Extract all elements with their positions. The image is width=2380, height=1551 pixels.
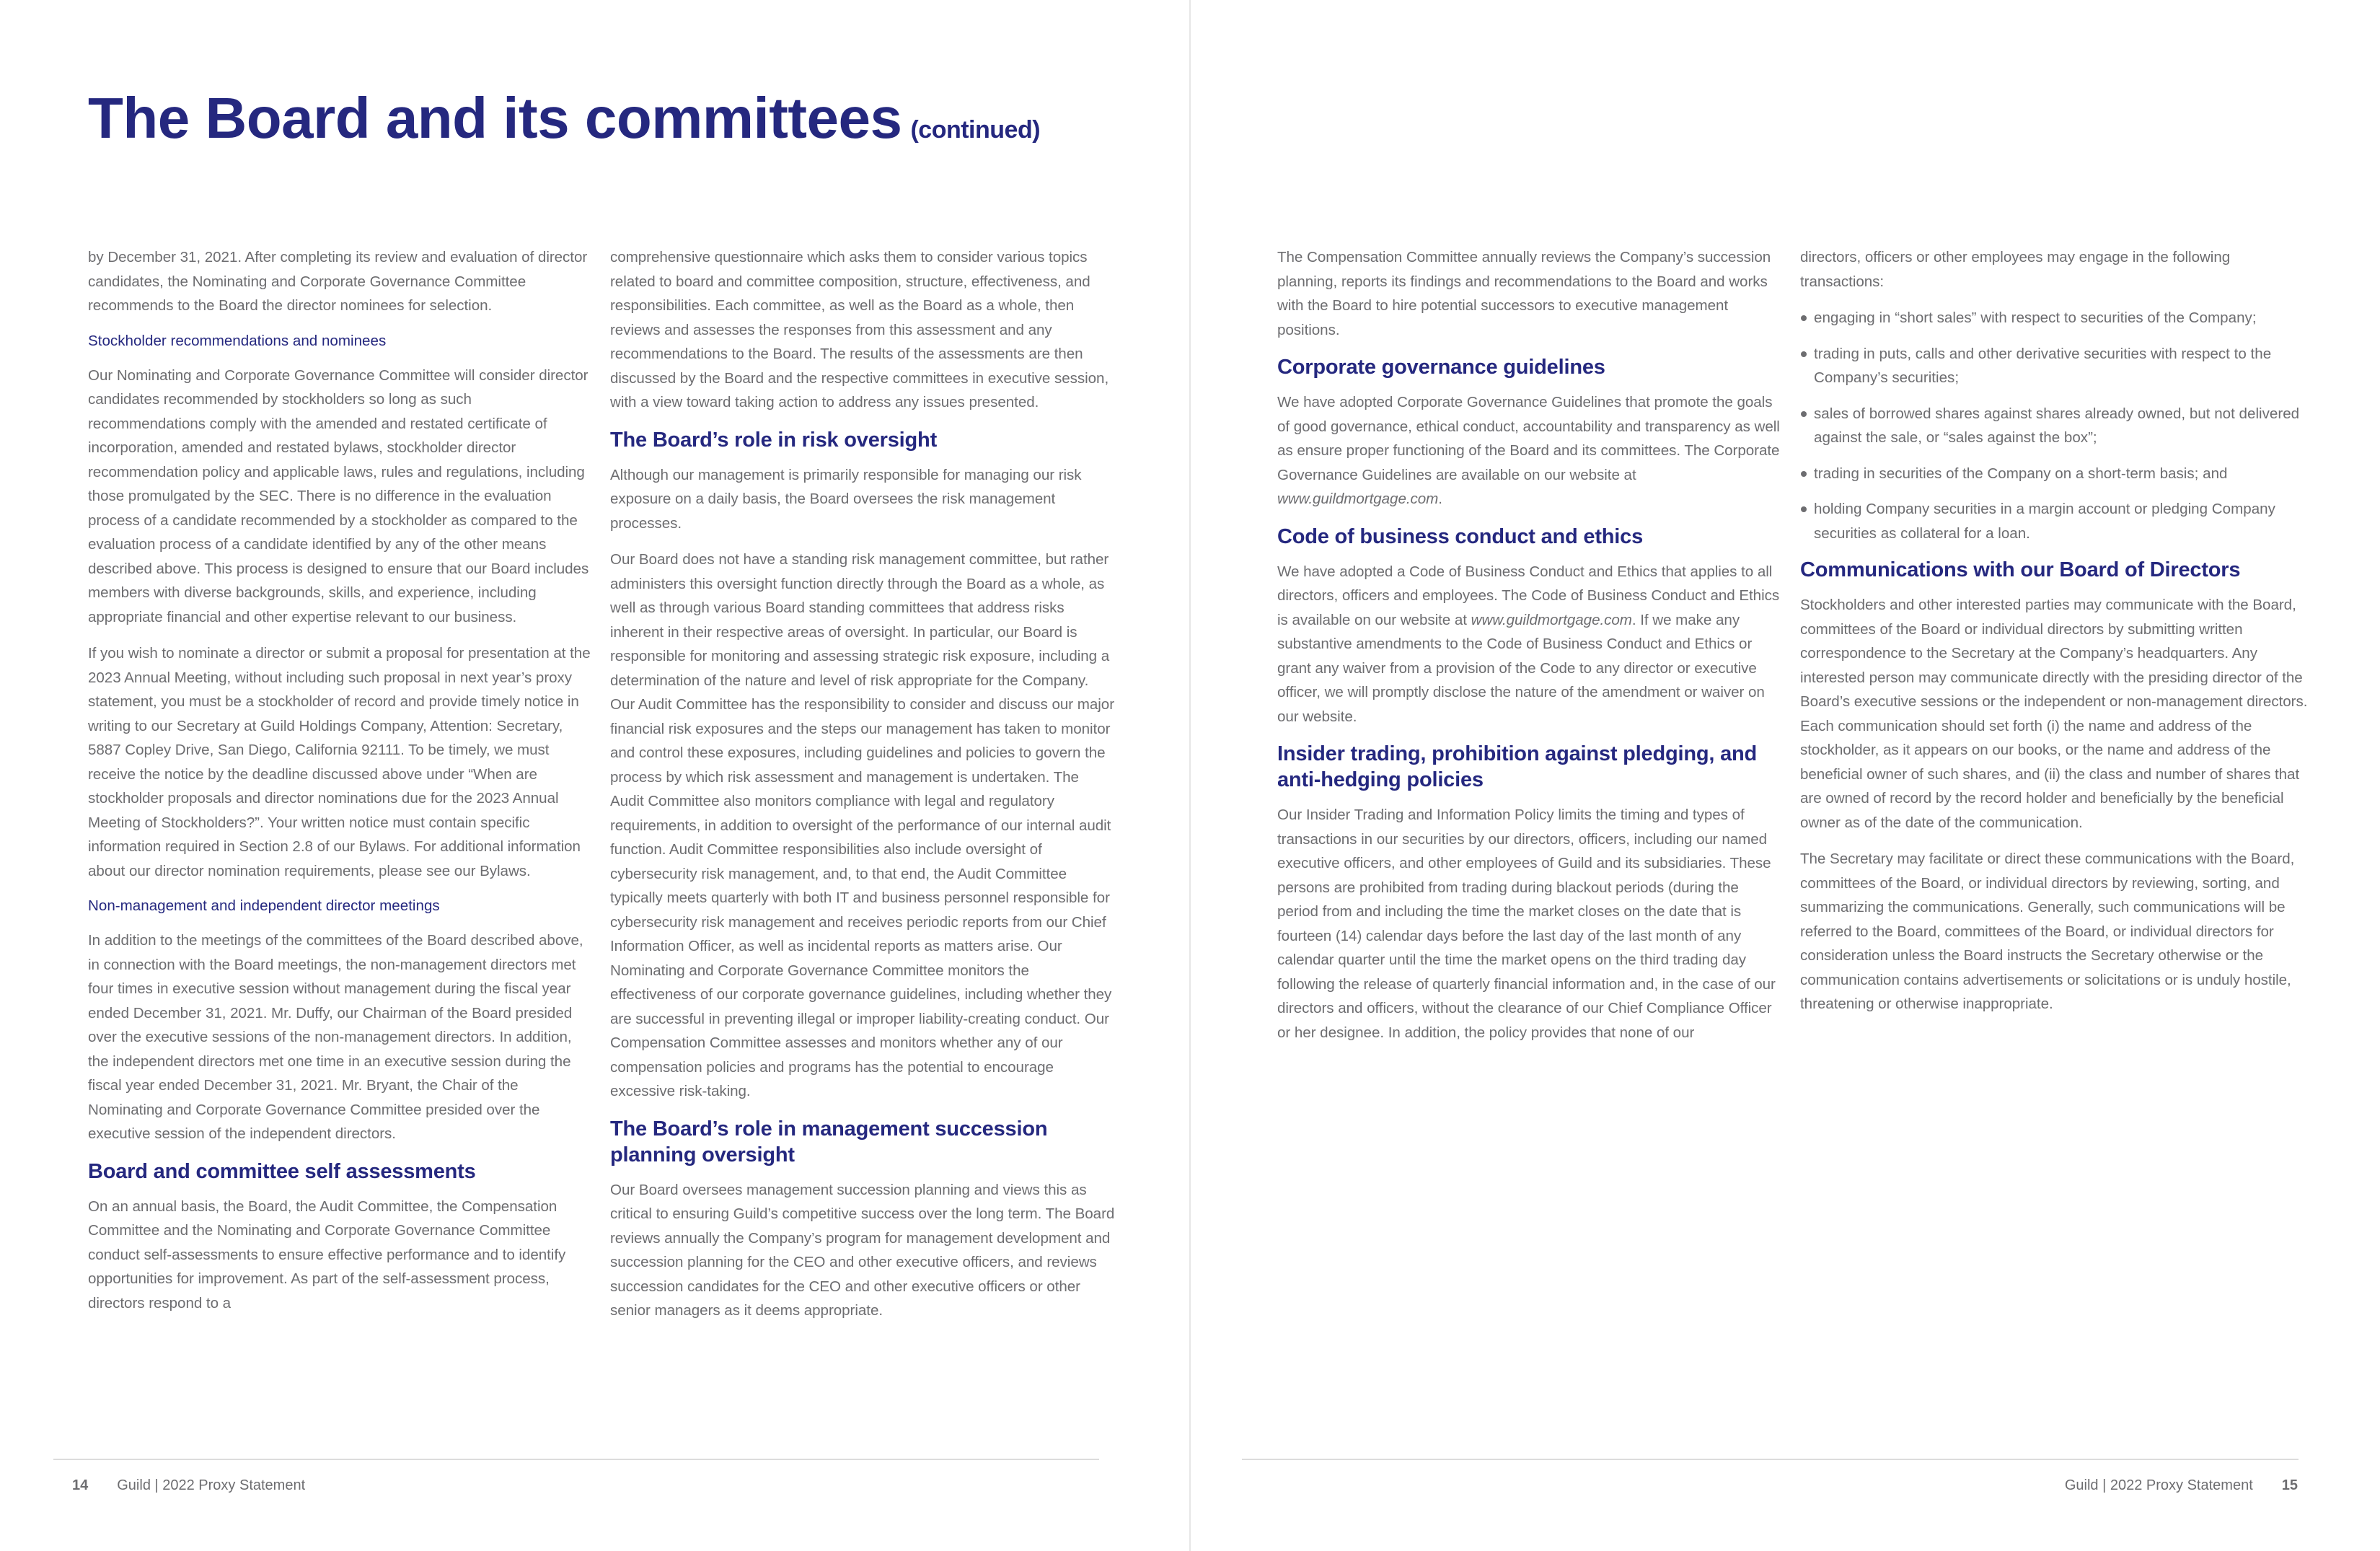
website-link[interactable]: www.guildmortgage.com: [1277, 491, 1439, 507]
bullet-icon: [1801, 471, 1807, 477]
paragraph: by December 31, 2021. After completing its review and evaluation of director candidates, the Nominating and Corporate Governance Committee recommends to the Board the director nominees for selection.: [88, 249, 588, 314]
bullet-icon: [1801, 506, 1807, 512]
list-item-text: trading in securities of the Company on a short-term basis; and: [1814, 465, 2228, 482]
footer-label: Guild | 2022 Proxy Statement: [117, 1477, 306, 1493]
paragraph: Stockholders and other interested parties may communicate with the Board, committees of the Board or individual directors by submitting written correspondence to the Secretary at the Company’s headquarters. Any interested person may communicate directly with the presiding director of the Board’s executive sessions or the independent or non-management directors. Each communication should set forth (i) the name and address of the stockholder, as it appears on our books, or the name and address of the beneficial owner of such shares, and (ii) the class and number of shares that are owned of record by the record holder and beneficially by the beneficial owner as of the date of the communication.: [1800, 597, 2308, 831]
list-item-text: holding Company securities in a margin account or pledging Company securities as collateral for a loan.: [1814, 501, 2275, 542]
bullet-icon: [1801, 351, 1807, 357]
page-number: 14: [72, 1477, 89, 1493]
page-title: [88, 85, 1040, 151]
list-item: [1800, 462, 2312, 486]
paragraph: On an annual basis, the Board, the Audit Committee, the Compensation Committee and the Nominating and Corporate Governance Committee conduct self-assessments to ensure effective performance and to identify opportunities for improvement. As part of the self-assessment process, directors respond to a: [88, 1198, 566, 1311]
text-run: .: [1438, 491, 1442, 507]
footer-left: [72, 1477, 305, 1494]
paragraph: Our Nominating and Corporate Governance Committee will consider director candidates recommended by stockholders so long as such recommendations comply with the amended and restated certificate of incorporation, amended and restated bylaws, stockholder director recommendation policy and applicable laws, rules and regulations, including those promulgated by the SEC. There is no difference in the evaluation process of a candidate recommended by a stockholder as compared to the evaluation process of a candidate identified by any of the other means described above. This process is designed to ensure that our Board includes members with diverse backgrounds, skills, and experience, including appropriate financial and other expertise relevant to our business.: [88, 366, 589, 625]
paragraph: Although our management is primarily responsible for managing our risk exposure on a daily basis, the Board oversees the risk management processes.: [610, 466, 1082, 532]
section-heading-self-assessments: Board and committee self assessments: [88, 1159, 476, 1183]
list-item: [1800, 342, 2312, 390]
section-heading-governance-guidelines: Corporate governance guidelines: [1277, 356, 1605, 379]
list-item: [1800, 402, 2312, 450]
section-heading-risk-oversight: The Board’s role in risk oversight: [610, 428, 938, 452]
text-run: . If we make any substantive amendments to the Code of Business Conduct and Ethics or grant any waiver from a provision of the Code to any director or executive officer, we will promptly disclose the nature of the amendment or waiver on our website.: [1277, 611, 1765, 725]
bullet-icon: [1801, 315, 1807, 321]
left-page-column-1: [88, 245, 593, 1327]
paragraph: The Compensation Committee annually reviews the Company’s succession planning, reports its findings and recommendations to the Board and works with the Board to hire potential successors to executive management positions.: [1277, 249, 1771, 338]
text-run: We have adopted a Code of Business Conduct and Ethics that applies to all directors, officers and employees. The Code of Business Conduct and Ethics is available on our website at: [1277, 563, 1780, 628]
text-run: We have adopted Corporate Governance Guidelines that promote the goals of good governance, ethical conduct, accountability and transparency as well as ensure proper functioning of the Board and its committees. The Corporate Governance Guidelines are available on our website at: [1277, 394, 1780, 483]
paragraph: [1277, 390, 1782, 511]
footer-divider-right: [1242, 1459, 2299, 1460]
footer-right: [2065, 1477, 2298, 1494]
prohibited-transactions-list: [1800, 306, 2312, 545]
section-heading-code-of-conduct: Code of business conduct and ethics: [1277, 524, 1644, 548]
paragraph: If you wish to nominate a director or submit a proposal for presentation at the 2023 Annual Meeting, without including such proposal in next year’s proxy statement, you must be a stockholder of record and provide timely notice in writing to our Secretary at Guild Holdings Company, Attention: Secretary, 5887 Copley Drive, San Diego, California 92111. To be timely, we must receive the notice by the deadline discussed above under “When are stockholder proposals and director nominations due for the 2023 Annual Meeting of Stockholders?”. Your written notice must contain specific information required in Section 2.8 of our Bylaws. For additional information about our director nomination requirements, please see our Bylaws.: [88, 645, 591, 879]
subheading-non-management-meetings: Non-management and independent director meetings: [88, 897, 440, 914]
paragraph: Our Insider Trading and Information Policy limits the timing and types of transactions in our securities by our directors, officers, including our named executive officers, and other employees of Guild and its subsidiaries. These persons are prohibited from trading during blackout periods (during the period from and including the time the market closes on the date that is fourteen (14) calendar days before the last day of the last month of any calendar quarter until the time the market opens on the third trading day following the release of quarterly financial information and, in the case of our directors and officers, without the clearance of our Chief Compliance Officer or her designee. In addition, the policy provides that none of our: [1277, 807, 1776, 1041]
footer-label: Guild | 2022 Proxy Statement: [2064, 1477, 2253, 1493]
list-item-text: sales of borrowed shares against shares already owned, but not delivered against the sale, or “sales against the box”;: [1814, 405, 2300, 446]
paragraph: [1277, 560, 1782, 729]
page-title-suffix: (continued): [910, 116, 1041, 144]
subheading-stockholder-recommendations: Stockholder recommendations and nominees: [88, 332, 387, 349]
section-heading-insider-trading: Insider trading, prohibition against pledging, and anti-hedging policies: [1277, 742, 1758, 791]
website-link[interactable]: www.guildmortgage.com: [1471, 611, 1632, 628]
section-heading-communications: Communications with our Board of Directors: [1800, 558, 2241, 581]
list-item: [1800, 306, 2312, 330]
list-item-text: engaging in “short sales” with respect to securities of the Company;: [1814, 309, 2257, 326]
paragraph: comprehensive questionnaire which asks them to consider various topics related to board and committee composition, structure, effectiveness, and responsibilities. Each committee, as well as the Board as a whole, then reviews and assesses the responses from this assessment and any recommendations to the Board. The results of the assessments are then discussed by the Board and the respective committees in executive session, with a view toward taking action to address any issues presented.: [610, 249, 1109, 410]
left-page-column-2: [610, 245, 1115, 1335]
list-item-text: trading in puts, calls and other derivative securities with respect to the Company’s securities;: [1814, 345, 2272, 386]
footer-divider-left: [53, 1459, 1099, 1460]
paragraph: Our Board does not have a standing risk management committee, but rather administers this oversight function directly through the Board as a whole, as well as through various Board standing committees that address risks inherent in their respective areas of oversight. In particular, our Board is responsible for monitoring and assessing strategic risk exposure, including a determination of the nature and level of risk appropriate for the Company. Our Audit Committee has the responsibility to consider and discuss our major financial risk exposures and the steps our management has taken to monitor and control these exposures, including guidelines and policies to govern the process by which risk assessment and management is undertaken. The Audit Committee also monitors compliance with legal and regulatory requirements, in addition to oversight of the performance of our internal audit function. Audit Committee responsibilities also include oversight of cybersecurity risk management, and, to that end, the Audit Committee typically meets quarterly with both IT and business personnel responsible for cybersecurity risk management and receives periodic reports from our Chief Information Officer, as well as incidental reports as matters arise. Our Nominating and Corporate Governance Committee monitors the effectiveness of our corporate governance guidelines, including whether they are successful in preventing illegal or improper liability-creating conduct. Our Compensation Committee assesses and monitors whether any of our compensation policies and programs has the potential to encourage excessive risk-taking.: [610, 551, 1115, 1099]
section-heading-succession-planning: The Board’s role in management succession planning oversight: [610, 1117, 1048, 1166]
page-title-text: The Board and its committees: [88, 86, 902, 150]
right-page-column-1: [1277, 245, 1782, 1057]
page-divider: [1189, 0, 1191, 1551]
bullet-icon: [1801, 411, 1807, 417]
right-page-column-2: [1800, 245, 2312, 1029]
list-item: [1800, 497, 2312, 545]
paragraph: Our Board oversees management succession planning and views this as critical to ensuring Guild’s competitive success over the long term. The Board reviews annually the Company’s program for management development and succession planning for the CEO and other executive officers, and reviews succession candidates for the CEO and other executive officers or other senior managers as it deems appropriate.: [610, 1181, 1115, 1319]
page-number: 15: [2281, 1477, 2298, 1493]
paragraph: directors, officers or other employees may engage in the following transactions:: [1800, 249, 2231, 290]
paragraph: The Secretary may facilitate or direct these communications with the Board, committees of the Board, or individual directors by reviewing, sorting, and summarizing the communications. Generally, such communications will be referred to the Board, committees of the Board, or individual directors for consideration unless the Board instructs the Secretary otherwise or the communication contains advertisements or solicitations or is unduly hostile, threatening or otherwise inappropriate.: [1800, 851, 2295, 1012]
paragraph: In addition to the meetings of the committees of the Board described above, in connection with the Board meetings, the non-management directors met four times in executive session without management during the fiscal year ended December 31, 2021. Mr. Duffy, our Chairman of the Board presided over the executive sessions of the non-management directors. In addition, the independent directors met one time in an executive session during the fiscal year ended December 31, 2021. Mr. Bryant, the Chair of the Nominating and Corporate Governance Committee presided over the executive session of the independent directors.: [88, 932, 583, 1142]
